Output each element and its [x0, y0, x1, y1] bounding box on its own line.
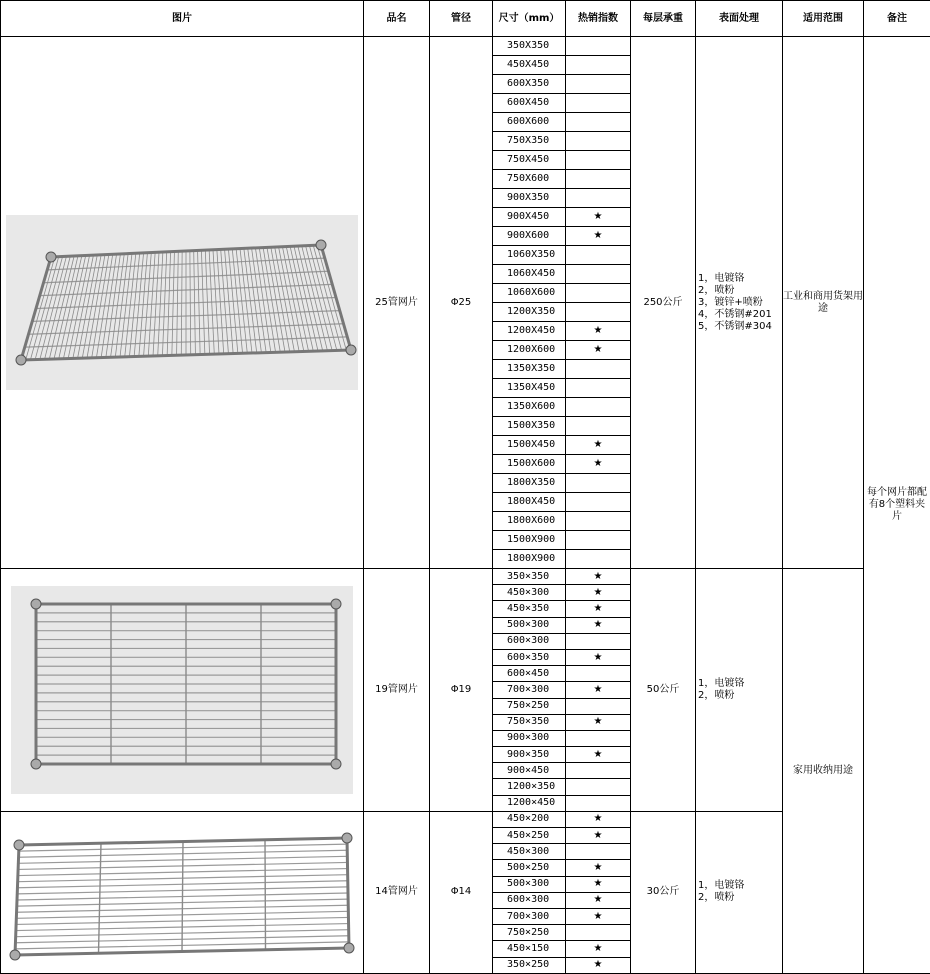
surface-option: 5，不锈钢#304	[698, 321, 782, 333]
hot-index	[566, 151, 631, 170]
hot-index	[566, 747, 631, 763]
hot-index	[566, 170, 631, 189]
size-value: 450×350	[493, 601, 566, 617]
surface-option: 4，不锈钢#201	[698, 309, 782, 321]
product-name: 14管网片	[364, 811, 430, 973]
hot-index	[566, 585, 631, 601]
size-value: 350×350	[493, 569, 566, 585]
star-icon: ★	[594, 862, 603, 873]
size-value: 750X600	[493, 170, 566, 189]
load-capacity: 50公斤	[631, 569, 696, 812]
star-icon: ★	[594, 619, 603, 630]
size-value: 1500X450	[493, 436, 566, 455]
hot-index	[566, 860, 631, 876]
hot-index	[566, 379, 631, 398]
size-value: 900X600	[493, 227, 566, 246]
size-value: 600X350	[493, 75, 566, 94]
product-image-cell	[1, 569, 364, 812]
star-icon: ★	[594, 749, 603, 760]
hot-index	[566, 666, 631, 682]
star-icon: ★	[594, 959, 603, 970]
hot-index	[566, 493, 631, 512]
surface-option: 3，镀锌+喷粉	[698, 297, 782, 309]
surface-option: 1，电镀铬	[698, 678, 782, 690]
star-icon: ★	[594, 230, 603, 241]
hot-index	[566, 925, 631, 941]
hot-index	[566, 284, 631, 303]
product-image-cell	[1, 811, 364, 973]
hot-index	[566, 208, 631, 227]
star-icon: ★	[594, 943, 603, 954]
size-value: 500×300	[493, 876, 566, 892]
size-value: 500×300	[493, 617, 566, 633]
star-icon: ★	[594, 587, 603, 598]
star-icon: ★	[594, 571, 603, 582]
hot-index	[566, 246, 631, 265]
size-value: 450×300	[493, 585, 566, 601]
size-value: 1350X600	[493, 398, 566, 417]
size-value: 1350X350	[493, 360, 566, 379]
hot-index	[566, 892, 631, 908]
hot-index	[566, 550, 631, 569]
size-value: 450×300	[493, 844, 566, 860]
surface-option: 1，电镀铬	[698, 273, 782, 285]
hot-index	[566, 227, 631, 246]
size-value: 1800X900	[493, 550, 566, 569]
hot-index	[566, 730, 631, 746]
header-tube-diameter: 管径	[430, 1, 493, 37]
size-value: 1200X600	[493, 341, 566, 360]
tube-diameter: Φ25	[430, 37, 493, 569]
hot-index	[566, 265, 631, 284]
header-note: 备注	[864, 1, 930, 37]
size-value: 750×250	[493, 925, 566, 941]
size-value: 600×300	[493, 633, 566, 649]
hot-index	[566, 957, 631, 973]
hot-index	[566, 113, 631, 132]
hot-index	[566, 763, 631, 779]
size-value: 1200X350	[493, 303, 566, 322]
header-product-name: 品名	[364, 1, 430, 37]
hot-index	[566, 512, 631, 531]
size-value: 900X450	[493, 208, 566, 227]
load-capacity: 30公斤	[631, 811, 696, 973]
hot-index	[566, 698, 631, 714]
size-value: 600X600	[493, 113, 566, 132]
hot-index	[566, 569, 631, 585]
hot-index	[566, 37, 631, 56]
star-icon: ★	[594, 458, 603, 469]
hot-index	[566, 531, 631, 550]
hot-index	[566, 908, 631, 924]
star-icon: ★	[594, 211, 603, 222]
hot-index	[566, 398, 631, 417]
size-value: 1500X600	[493, 455, 566, 474]
star-icon: ★	[594, 344, 603, 355]
surface-option: 1，电镀铬	[698, 880, 782, 892]
header-hot-index: 热销指数	[566, 1, 631, 37]
hot-index	[566, 876, 631, 892]
usage-scope: 工业和商用货架用途	[783, 37, 864, 569]
star-icon: ★	[594, 684, 603, 695]
usage-scope: 家用收纳用途	[783, 569, 864, 974]
size-value: 450×200	[493, 811, 566, 827]
header-row	[1, 1, 930, 37]
tube-diameter: Φ14	[430, 811, 493, 973]
size-value: 600×300	[493, 892, 566, 908]
hot-index	[566, 714, 631, 730]
hot-index	[566, 828, 631, 844]
size-value: 450×250	[493, 828, 566, 844]
size-value: 500×250	[493, 860, 566, 876]
product-image-cell	[1, 37, 364, 569]
hot-index	[566, 455, 631, 474]
chrome-wire-shelf-19-illustration	[11, 586, 353, 794]
star-icon: ★	[594, 894, 603, 905]
hot-index	[566, 436, 631, 455]
star-icon: ★	[594, 652, 603, 663]
hot-index	[566, 303, 631, 322]
hot-index	[566, 341, 631, 360]
size-value: 750×250	[493, 698, 566, 714]
size-value: 1350X450	[493, 379, 566, 398]
header-load: 每层承重	[631, 1, 696, 37]
size-value: 750X350	[493, 132, 566, 151]
size-value: 600X450	[493, 94, 566, 113]
size-value: 700×300	[493, 682, 566, 698]
size-value: 900×350	[493, 747, 566, 763]
hot-index	[566, 844, 631, 860]
header-surface: 表面处理	[696, 1, 783, 37]
size-value: 600×350	[493, 649, 566, 665]
hot-index	[566, 633, 631, 649]
product-name: 19管网片	[364, 569, 430, 812]
surface-treatment	[696, 811, 783, 973]
size-value: 600×450	[493, 666, 566, 682]
size-value: 1800X600	[493, 512, 566, 531]
surface-option: 2，喷粉	[698, 285, 782, 297]
hot-index	[566, 94, 631, 113]
size-value: 1800X350	[493, 474, 566, 493]
hot-index	[566, 779, 631, 795]
hot-index	[566, 189, 631, 208]
hot-index	[566, 649, 631, 665]
hot-index	[566, 682, 631, 698]
header-image: 图片	[1, 1, 364, 37]
star-icon: ★	[594, 878, 603, 889]
chrome-wire-shelf-25-illustration	[6, 215, 358, 390]
size-value: 1500X900	[493, 531, 566, 550]
hot-index	[566, 601, 631, 617]
hot-index	[566, 941, 631, 957]
hot-index	[566, 132, 631, 151]
size-value: 750X450	[493, 151, 566, 170]
hot-index	[566, 474, 631, 493]
hot-index	[566, 56, 631, 75]
table-row	[1, 569, 930, 585]
size-value: 900×300	[493, 730, 566, 746]
size-value: 750×350	[493, 714, 566, 730]
size-value: 1200X450	[493, 322, 566, 341]
hot-index	[566, 322, 631, 341]
star-icon: ★	[594, 716, 603, 727]
size-value: 450X450	[493, 56, 566, 75]
size-value: 350×250	[493, 957, 566, 973]
header-usage: 适用范围	[783, 1, 864, 37]
surface-treatment	[696, 569, 783, 812]
surface-option: 2，喷粉	[698, 690, 782, 702]
note: 每个网片都配有8个塑料夹片	[864, 37, 930, 974]
size-value: 1500X350	[493, 417, 566, 436]
tube-diameter: Φ19	[430, 569, 493, 812]
product-name: 25管网片	[364, 37, 430, 569]
surface-option: 2，喷粉	[698, 892, 782, 904]
size-value: 350X350	[493, 37, 566, 56]
load-capacity: 250公斤	[631, 37, 696, 569]
hot-index	[566, 75, 631, 94]
size-value: 450×150	[493, 941, 566, 957]
surface-treatment	[696, 37, 783, 569]
hot-index	[566, 811, 631, 827]
size-value: 700×300	[493, 908, 566, 924]
size-value: 1060X450	[493, 265, 566, 284]
hot-index	[566, 617, 631, 633]
star-icon: ★	[594, 911, 603, 922]
size-value: 1060X350	[493, 246, 566, 265]
hot-index	[566, 360, 631, 379]
hot-index	[566, 417, 631, 436]
size-value: 1800X450	[493, 493, 566, 512]
size-value: 900×450	[493, 763, 566, 779]
hot-index	[566, 795, 631, 811]
table-row	[1, 37, 930, 56]
size-value: 900X350	[493, 189, 566, 208]
size-value: 1060X600	[493, 284, 566, 303]
header-size: 尺寸（mm）	[493, 1, 566, 37]
star-icon: ★	[594, 439, 603, 450]
chrome-wire-shelf-14-illustration	[7, 820, 357, 965]
star-icon: ★	[594, 813, 603, 824]
star-icon: ★	[594, 603, 603, 614]
size-value: 1200×450	[493, 795, 566, 811]
size-value: 1200×350	[493, 779, 566, 795]
star-icon: ★	[594, 325, 603, 336]
star-icon: ★	[594, 830, 603, 841]
